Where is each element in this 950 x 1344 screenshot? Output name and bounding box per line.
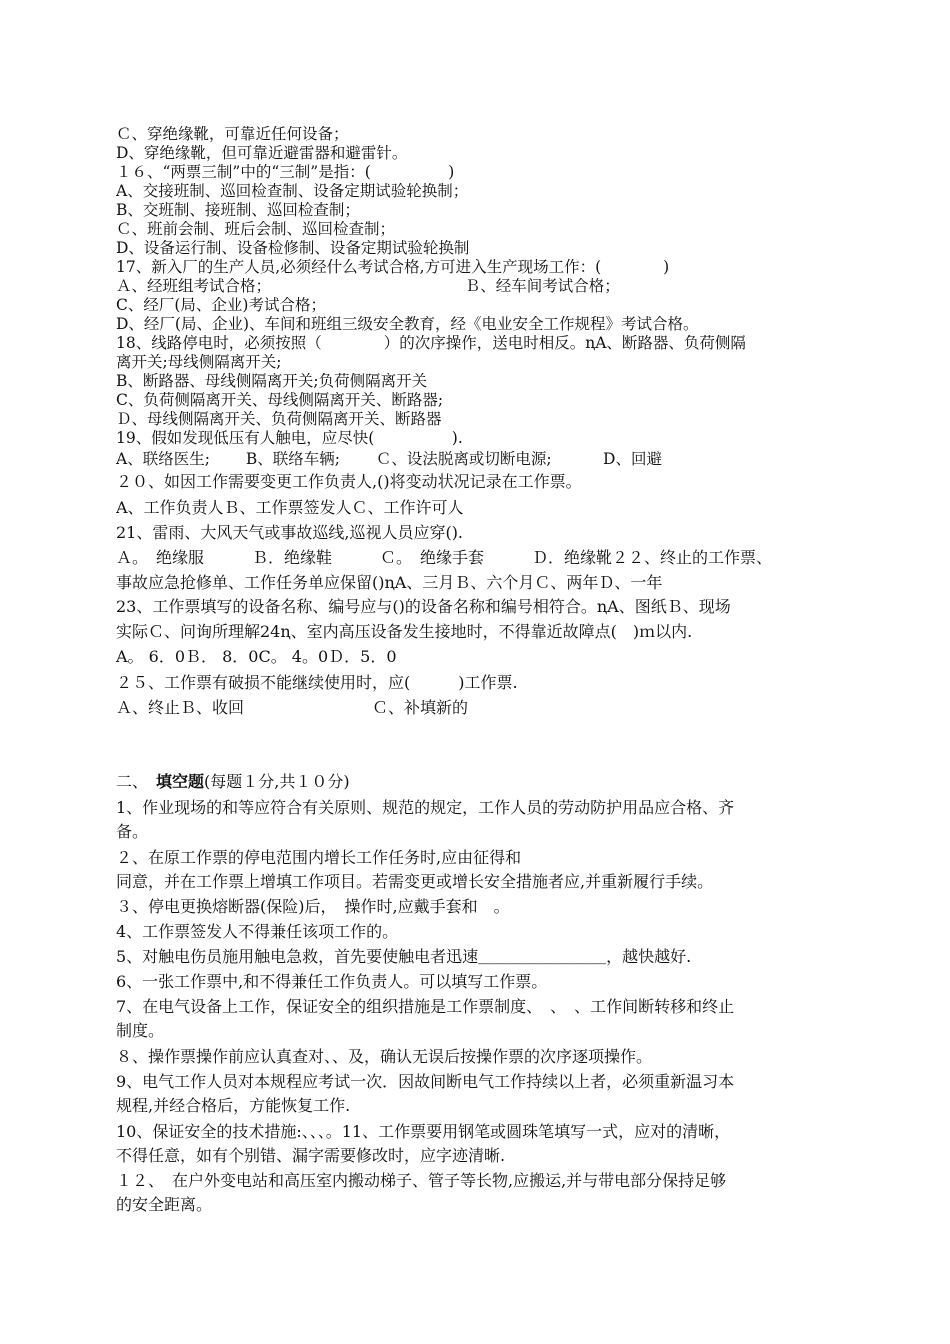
section-note: (每题１分,共１０分) bbox=[204, 772, 350, 791]
text-line: １６、“两票三制”中的“三制”是指：( ) bbox=[116, 164, 455, 181]
text-line: 的安全距离。 bbox=[116, 1195, 213, 1214]
text-line: B、断路器、母线侧隔离开关;负荷侧隔离开关 bbox=[116, 373, 428, 390]
text-line: 5、对触电伤员施用触电急救，首先要使触电者迅速＿＿＿＿＿＿＿＿，越快越好. bbox=[116, 947, 692, 966]
text-line: C、经厂(局、企业)考试合格； bbox=[116, 297, 326, 314]
text-line: Ａ、经班组考试合格； Ｂ、经车间考试合格； bbox=[116, 278, 620, 295]
text-line: 6、一张工作票中,和不得兼任工作负责人。可以填写工作票。 bbox=[116, 972, 548, 991]
text-line: 事故应急抢修单、工作任务单应保留()ꞑA、三月Ｂ、六个月Ｃ、两年Ｄ、一年 bbox=[116, 573, 663, 592]
text-line: 10、保证安全的技术措施:、、、。11、工作票要用钢笔或圆珠笔填写一式，应对的清晰， bbox=[116, 1122, 731, 1141]
text-line: 1、作业现场的和等应符合有关原则、规范的规定，工作人员的劳动防护用品应合格、齐 bbox=[116, 798, 735, 817]
text-line: 不得任意，如有个别错、漏字需要修改时，应字迹清晰. bbox=[116, 1146, 506, 1165]
text-line: Ｃ、班前会制、班后会制、巡回检查制； bbox=[116, 221, 396, 238]
text-line: 实际Ｃ、问询所理解24ꞑ、室内高压设备发生接地时，不得靠近故障点( )ｍ以内. bbox=[116, 622, 693, 641]
text-line: 17、新入厂的生产人员,必须经什么考试合格,方可进入生产现场工作：( ) bbox=[116, 259, 670, 276]
text-line: D、设备运行制、设备检修制、设备定期试验轮换制 bbox=[116, 240, 470, 257]
text-line: Ａ。 绝缘服 Ｂ．绝缘鞋 Ｃ。 绝缘手套 Ｄ．绝缘靴２２、终止的工作票、 bbox=[116, 548, 773, 567]
text-line: ２、在原工作票的停电范围内增长工作任务时,应由征得和 bbox=[116, 848, 522, 867]
text-line: 19、假如发现低压有人触电，应尽快( ). bbox=[116, 430, 463, 447]
section-number: 二、 bbox=[116, 772, 157, 791]
text-line: Ｄ、母线侧隔离开关、负荷侧隔离开关、断路器 bbox=[116, 411, 442, 428]
text-line: ８、操作票操作前应认真查对、、及，确认无误后按操作票的次序逐项操作。 bbox=[116, 1047, 653, 1066]
text-line: 23、工作票填写的设备名称、编号应与()的设备名称和编号相符合。ꞑA、图纸Ｂ、现场 bbox=[116, 597, 731, 616]
text-line: A、联络医生; B、联络车辆; Ｃ、设法脱离或切断电源; D、回避 bbox=[116, 451, 662, 468]
text-line: C、负荷侧隔离开关、母线侧隔离开关、断路器; bbox=[116, 392, 444, 409]
text-line: 同意，并在工作票上增填工作项目。若需变更或增长安全措施者应,并重新履行手续。 bbox=[116, 872, 714, 891]
text-line: A。 6．0Ｂ． 8．0C。 4。0Ｄ．5．0 bbox=[116, 647, 397, 666]
text-line: 7、在电气设备上工作，保证安全的组织措施是工作票制度、 、 、工作间断转移和终止 bbox=[116, 997, 735, 1016]
text-line: A、交接班制、巡回检查制、设备定期试验轮换制； bbox=[116, 183, 469, 200]
text-line: B、交班制、接班制、巡回检查制； bbox=[116, 202, 360, 219]
text-line: 离开关;母线侧隔离开关; bbox=[116, 354, 282, 371]
text-line: ２０、如因工作需要变更工作负责人,()将变动状况记录在工作票。 bbox=[116, 472, 582, 491]
text-line: 4、工作票签发人不得兼任该项工作的。 bbox=[116, 922, 399, 941]
text-line: 21、雷雨、大风天气或事故巡线,巡视人员应穿(). bbox=[116, 523, 464, 542]
text-line: １２、 在户外变电站和高压室内搬动梯子、管子等长物,应搬运,并与带电部分保持足够 bbox=[116, 1171, 727, 1190]
text-line: 18、线路停电时，必须按照（ ）的次序操作，送电时相反。ꞑA、断路器、负荷侧隔 bbox=[116, 335, 746, 352]
text-line: 备。 bbox=[116, 822, 149, 841]
text-line: 规程,并经合格后，方能恢复工作. bbox=[116, 1096, 351, 1115]
text-line: 制度。 bbox=[116, 1021, 165, 1040]
text-line: D、穿绝缘靴，但可靠近避雷器和避雷针。 bbox=[116, 145, 408, 162]
text-line: ３、停电更换熔断器(保险)后， 操作时,应戴手套和 。 bbox=[116, 897, 510, 916]
section-heading bbox=[116, 770, 846, 794]
text-line: A、工作负责人Ｂ、工作票签发人Ｃ、工作许可人 bbox=[116, 498, 464, 517]
text-line: Ｃ、穿绝缘靴，可靠近任何设备； bbox=[116, 126, 349, 143]
section-title: 填空题 bbox=[156, 772, 205, 791]
text-line: D、经厂(局、企业)、车间和班组三级安全教育，经《电业安全工作规程》考试合格。 bbox=[116, 316, 699, 333]
text-line: 9、电气工作人员对本规程应考试一次．因故间断电气工作持续以上者，必须重新温习本 bbox=[116, 1072, 735, 1091]
text-line: Ａ、终止Ｂ、收回 Ｃ、补填新的 bbox=[116, 698, 469, 717]
text-line: ２５、工作票有破损不能继续使用时，应( )工作票. bbox=[116, 673, 518, 692]
